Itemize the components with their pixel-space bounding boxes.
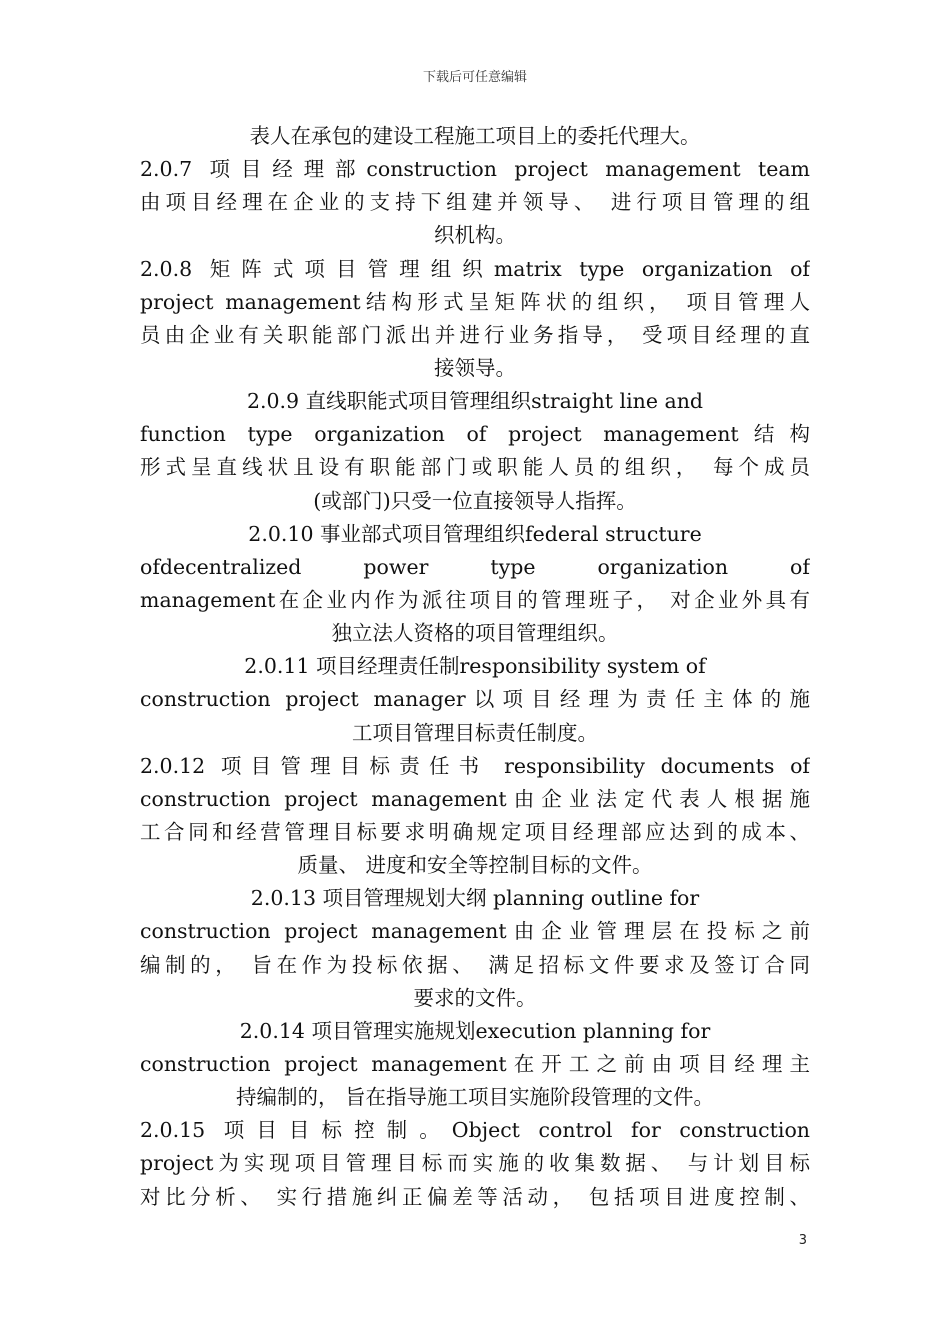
body-line: 接领导。 — [434, 355, 516, 380]
body-line: 由项目经理在企业的支持下组建并领导、 进行项目管理的组 — [140, 190, 810, 215]
body-line: 2.0.11 项目经理责任制responsibility system of — [244, 654, 706, 679]
body-line: 2.0.10 事业部式项目管理组织federal structure — [248, 521, 702, 546]
body-line: ofdecentralized power type organization of — [140, 554, 810, 579]
body-line: 织机构。 — [434, 223, 516, 248]
body-line: construction project management由企业管理层在投标之前 — [140, 919, 810, 944]
body-line: project management结构形式呈矩阵状的组织， 项目管理人 — [140, 289, 810, 314]
body-line: function type organization of project management结构 — [140, 422, 810, 447]
page-number: 3 — [798, 1233, 807, 1248]
body-line: 工合同和经营管理目标要求明确规定项目经理部应达到的成本、 — [140, 819, 810, 844]
body-line: 编制的， 旨在作为投标依据、 满足招标文件要求及签订合同 — [140, 952, 810, 977]
body-line: 形式呈直线状且设有职能部门或职能人员的组织， 每个成员 — [140, 455, 810, 480]
body-line: 独立法人资格的项目管理组织。 — [331, 621, 619, 646]
body-line: construction project management由企业法定代表人根据施 — [140, 786, 810, 811]
body-line: 2.0.8 矩阵式项目管理组织matrix type organization of — [140, 256, 810, 281]
body-line: construction project management在开工之前由项目经理主 — [140, 1051, 810, 1076]
body-line: project为实现项目管理目标而实施的收集数据、 与计划目标 — [140, 1151, 810, 1176]
body-line: 持编制的， 旨在指导施工项目实施阶段管理的文件。 — [235, 1085, 714, 1110]
body-line: 2.0.15 项目目标控制。Object control for construction — [140, 1118, 810, 1143]
body-line: 对比分析、 实行措施纠正偏差等活动， 包括项目进度控制、 — [140, 1184, 810, 1209]
body-line: 2.0.9 直线职能式项目管理组织straight line and — [246, 389, 704, 414]
body-line: 质量、 进度和安全等控制目标的文件。 — [297, 853, 653, 878]
body-line: 2.0.12 项目管理目标责任书 responsibility documents of — [140, 753, 810, 778]
body-line: management在企业内作为派往项目的管理班子， 对企业外具有 — [140, 587, 810, 612]
body-line: 表人在承包的建设工程施工项目上的委托代理大。 — [249, 124, 701, 148]
body-line: 2.0.13 项目管理规划大纲 planning outline for — [250, 886, 700, 911]
body-line: construction project manager以项目经理为责任主体的施 — [140, 687, 810, 712]
body-line: 工项目管理目标责任制度。 — [352, 720, 598, 745]
body-line: (或部门)只受一位直接领导人指挥。 — [313, 488, 637, 513]
body-line: 员由企业有关职能部门派出并进行业务指导， 受项目经理的直 — [140, 322, 810, 347]
body-line: 2.0.14 项目管理实施规划execution planning for — [239, 1018, 711, 1043]
body-line: 要求的文件。 — [413, 985, 537, 1010]
page-header: 下载后可任意编辑 — [422, 70, 527, 85]
document-body — [140, 120, 810, 1214]
body-line: 2.0.7 项目经理部construction project management team — [140, 157, 810, 182]
